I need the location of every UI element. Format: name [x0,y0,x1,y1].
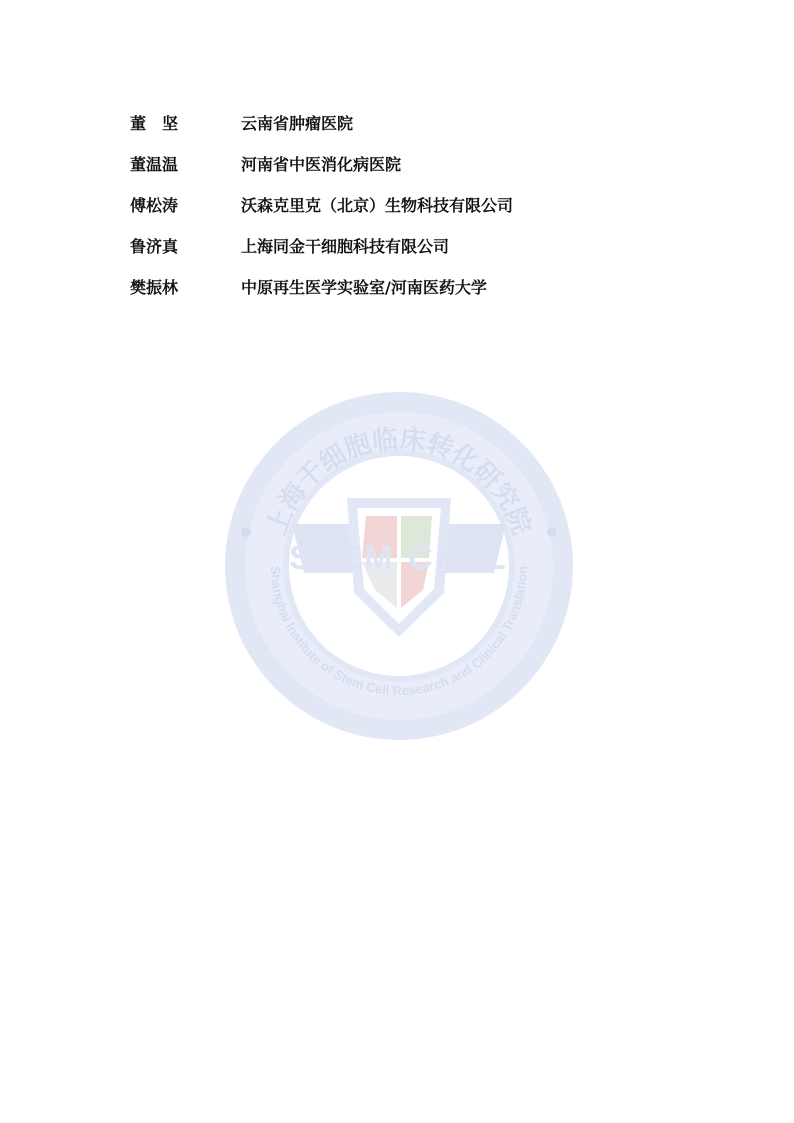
seal-left-dot-icon [241,527,251,537]
seal-bottom-text: Shanghai Institute of Stem Cell Research and Clinical Translation [267,565,531,699]
member-name: 鲁济真 [130,236,179,256]
seal-svg [220,387,578,745]
member-name: 傅松涛 [130,195,179,215]
member-organization: 沃森克里克（北京）生物科技有限公司 [241,195,514,215]
seal-top-text: 上海干细胞临床转化研究院 [261,424,537,539]
institute-seal-watermark [220,387,578,745]
member-row [130,144,690,185]
member-row [130,267,690,308]
member-organization: 上海同金干细胞科技有限公司 [241,236,450,256]
member-list [130,103,690,308]
member-organization: 河南省中医消化病医院 [241,154,402,174]
seal-center-text: STEM CELL [289,539,509,577]
member-organization: 中原再生医学实验室/河南医药大学 [241,277,487,297]
member-row [130,226,690,267]
member-name: 董 坚 [130,113,179,133]
member-row [130,103,690,144]
seal-right-dot-icon [547,527,557,537]
member-organization: 云南省肿瘤医院 [241,113,354,133]
member-name: 董温温 [130,154,179,174]
member-row [130,185,690,226]
member-name: 樊振林 [130,277,179,297]
